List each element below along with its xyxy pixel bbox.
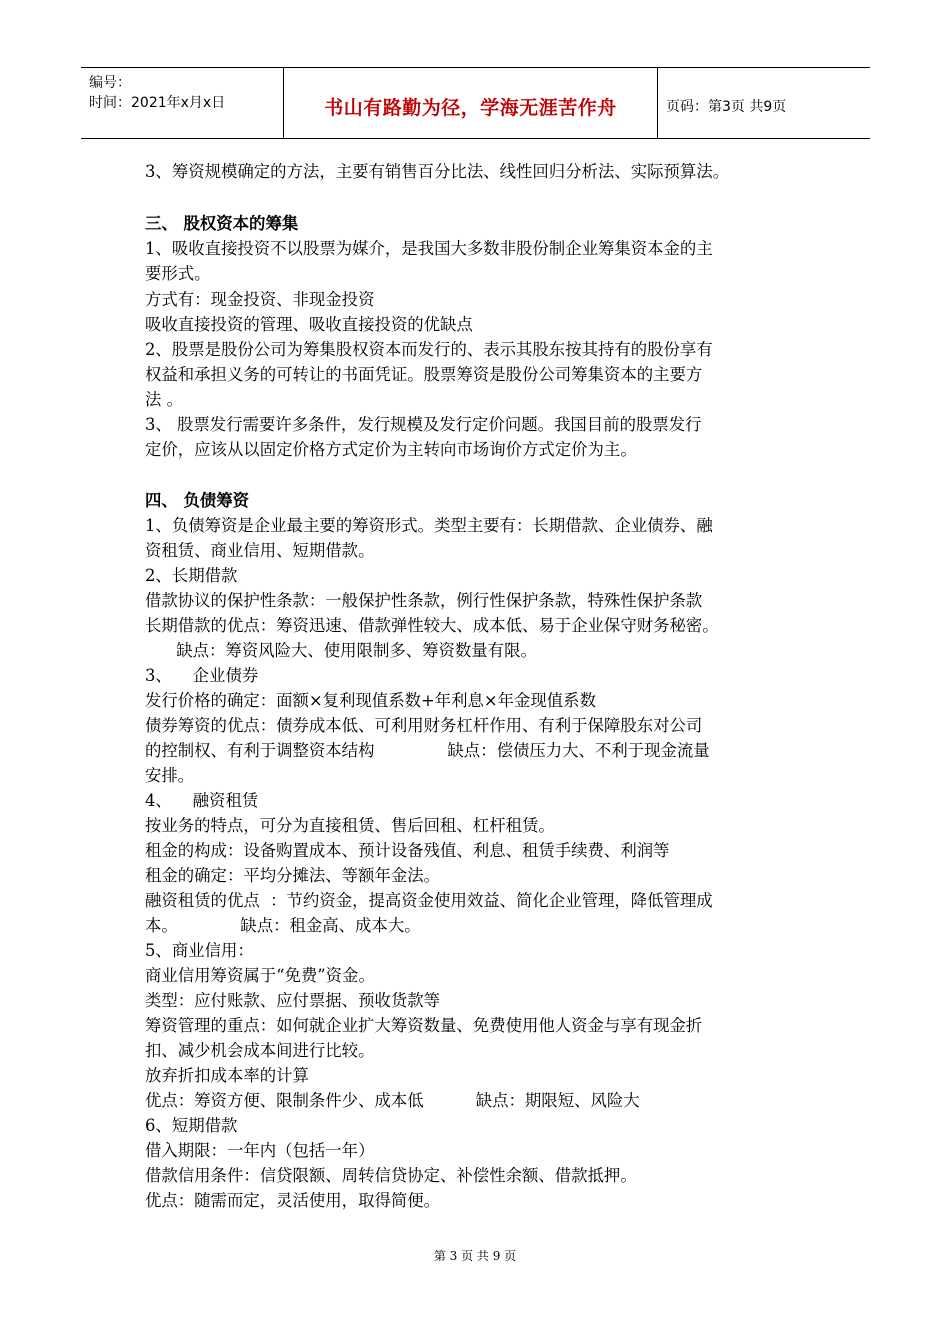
text-line: 3、 企业债券 [145,666,259,685]
text-line: 权益和承担义务的可转让的书面凭证。股票筹资是股份公司筹集资本的主要方 [145,365,703,384]
text-line: 缺点：筹资风险大、使用限制多、筹资数量有限。 [145,641,537,660]
header-page-number: 页码：第3页 共9页 [666,99,787,115]
text-line: 融资租赁的优点 ：节约资金，提高资金使用效益、简化企业管理，降低管理成 [145,891,713,910]
text-line: 扣、减少机会成本间进行比较。 [145,1041,375,1060]
text-line: 定价，应该从以固定价格方式定价为主转向市场询价方式定价为主。 [145,440,637,459]
text-line: 法 。 [145,390,183,409]
text-line: 1、负债筹资是企业最主要的筹资形式。类型主要有：长期借款、企业债券、融 [145,516,713,535]
text-line: 优点：筹资方便、限制条件少、成本低 缺点：期限短、风险大 [145,1091,640,1110]
document-number: 编号： [89,75,131,91]
text-line: 资租赁、商业信用、短期借款。 [145,541,375,560]
text-line: 借款协议的保护性条款：一般保护性条款，例行性保护条款，特殊性保护条款 [145,591,703,610]
page-footer: 第 3 页 共 9 页 [433,1249,517,1263]
header-right-cell [658,68,870,138]
text-line: 方式有：现金投资、非现金投资 [145,290,375,309]
text-line: 优点：随需而定，灵活使用，取得简便。 [145,1191,441,1210]
header-left-cell [81,68,284,138]
text-line: 商业信用筹资属于“免费”资金。 [145,966,375,985]
text-line: 租金的构成：设备购置成本、预计设备残值、利息、租赁手续费、利润等 [145,841,670,860]
text-line: 5、商业信用： [145,941,254,960]
text-line: 2、长期借款 [145,566,238,585]
text-line: 按业务的特点，可分为直接租赁、售后回租、杠杆租赁。 [145,816,555,835]
text-line: 长期借款的优点：筹资迅速、借款弹性较大、成本低、易于企业保守财务秘密。 [145,616,719,635]
text-line: 1、吸收直接投资不以股票为媒介，是我国大多数非股份制企业筹集资本金的主 [145,239,713,258]
text-line: 6、短期借款 [145,1116,238,1135]
text-line: 本。 缺点：租金高、成本大。 [145,916,421,935]
text-line: 发行价格的确定：面额×复利现值系数+年利息×年金现值系数 [145,691,596,710]
text-line: 3、筹资规模确定的方法，主要有销售百分比法、线性回归分析法、实际预算法。 [145,162,730,181]
text-line: 借入期限：一年内（包括一年） [145,1141,375,1160]
text-line: 吸收直接投资的管理、吸收直接投资的优缺点 [145,315,473,334]
text-line: 筹资管理的重点：如何就企业扩大筹资数量、免费使用他人资金与享有现金折 [145,1016,703,1035]
text-line: 类型：应付账款、应付票据、预收货款等 [145,991,441,1010]
text-line: 债券筹资的优点：债券成本低、可利用财务杠杆作用、有利于保障股东对公司 [145,716,703,735]
text-line: 要形式。 [145,264,211,283]
text-line: 4、 融资租赁 [145,791,259,810]
text-line: 安排。 [145,766,195,785]
text-line: 租金的确定：平均分摊法、等额年金法。 [145,866,441,885]
header-motto: 书山有路勤为径，学海无涯苦作舟 [324,97,617,119]
text-line: 3、 股票发行需要许多条件，发行规模及发行定价问题。我国目前的股票发行 [145,415,702,434]
page-header [81,67,870,139]
text-line: 放弃折扣成本率的计算 [145,1066,309,1085]
document-date: 时间：2021年x月x日 [89,95,226,111]
text-line: 的控制权、有利于调整资本结构 缺点：偿债压力大、不利于现金流量 [145,741,710,760]
header-center-cell [284,68,658,138]
section-heading-debt: 四、 负债筹资 [145,491,250,510]
text-line: 借款信用条件：信贷限额、周转信贷协定、补偿性余额、借款抵押。 [145,1166,637,1185]
text-line: 2、股票是股份公司为筹集股权资本而发行的、表示其股东按其持有的股份享有 [145,340,713,359]
section-heading-equity: 三、 股权资本的筹集 [145,214,299,233]
